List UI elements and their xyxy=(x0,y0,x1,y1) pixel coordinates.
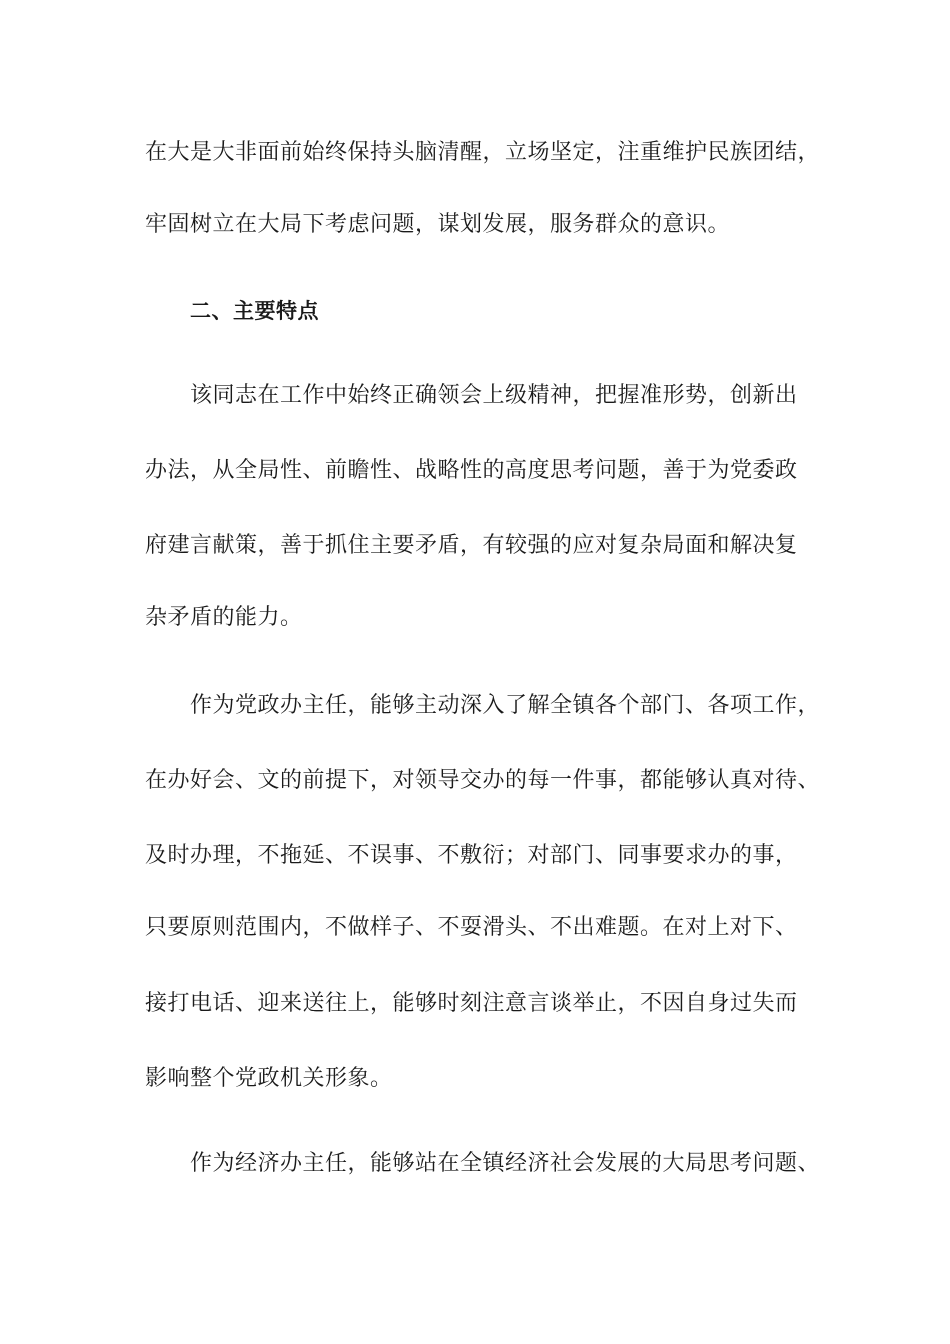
paragraph-line: 影响整个党政机关形象。 xyxy=(145,1066,393,1091)
paragraph-line: 杂矛盾的能力。 xyxy=(145,605,303,630)
paragraph-line: 在办好会、文的前提下，对领导交办的每一件事，都能够认真对待、 xyxy=(145,768,821,793)
paragraph-line: 办法，从全局性、前瞻性、战略性的高度思考问题，善于为党委政 xyxy=(145,458,798,483)
paragraph-line: 接打电话、迎来送往上，能够时刻注意言谈举止，不因自身过失而 xyxy=(145,991,798,1016)
paragraph-line: 只要原则范围内，不做样子、不耍滑头、不出难题。在对上对下、 xyxy=(145,915,798,940)
paragraph-line: 及时办理，不拖延、不误事、不敷衍；对部门、同事要求办的事， xyxy=(145,843,798,868)
paragraph-line: 作为经济办主任，能够站在全镇经济社会发展的大局思考问题、 xyxy=(190,1151,821,1176)
paragraph-line: 牢固树立在大局下考虑问题，谋划发展，服务群众的意识。 xyxy=(145,212,731,237)
paragraph-line: 作为党政办主任，能够主动深入了解全镇各个部门、各项工作， xyxy=(190,693,821,718)
paragraph-line: 府建言献策，善于抓住主要矛盾，有较强的应对复杂局面和解决复 xyxy=(145,533,798,558)
section-heading: 二、主要特点 xyxy=(190,299,319,323)
paragraph-line: 在大是大非面前始终保持头脑清醒，立场坚定，注重维护民族团结， xyxy=(145,140,821,165)
paragraph-line: 该同志在工作中始终正确领会上级精神，把握准形势，创新出 xyxy=(190,383,798,408)
